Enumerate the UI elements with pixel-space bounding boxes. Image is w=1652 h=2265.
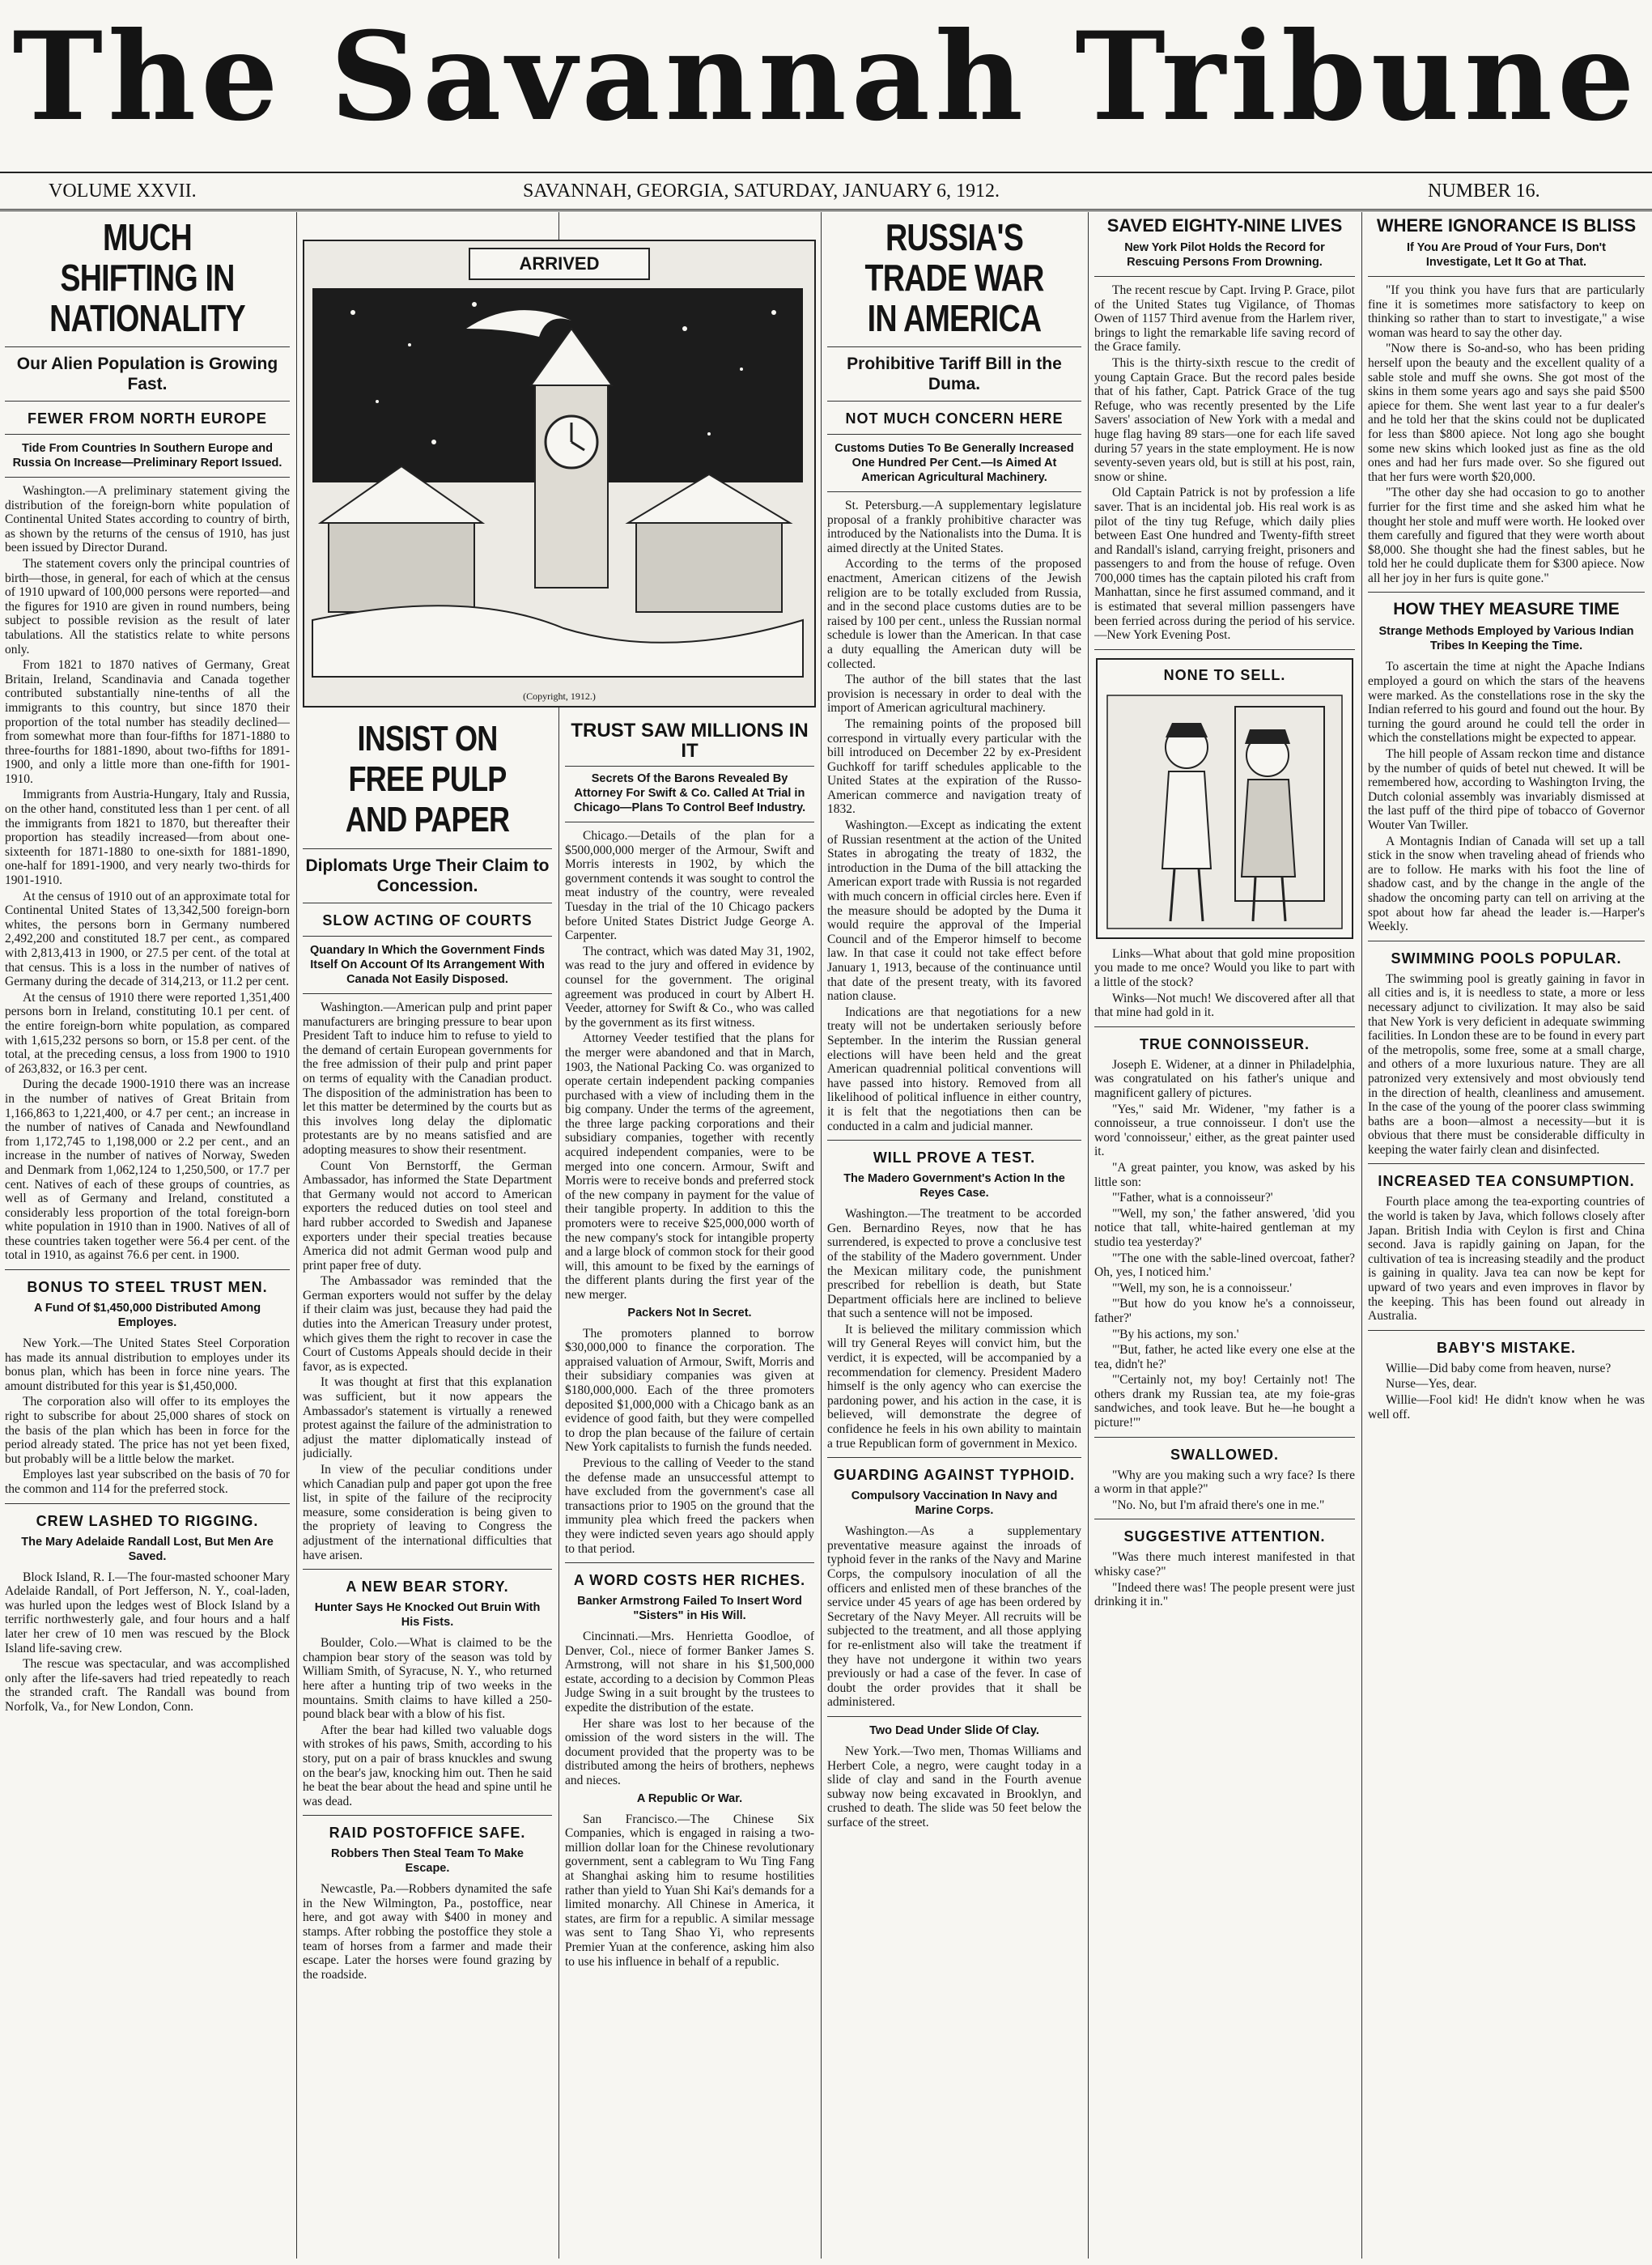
- paragraph: "Now there is So-and-so, who has been priding herself upon the beauty and the excellent quality of a sable stole and muff she owns. She got most of the skins in them some years ago and says she paid $500 apiece for them. She went last year to a fur dealer's and he told her that the skins could not be duplicated for less than $800 apiece. Not long ago she bought some new skins which looked just as fine as the old ones and had her furs made over. So she figured out that her furs were worth $20,000.: [1368, 342, 1645, 484]
- paragraph: After the bear had killed two valuable dogs with strokes of his paws, Smith, according to his story, put on a pair of brass knuckles and swung on the bear's jaw, knocking him out. Then he said he beat the bear about the head and spine until he was dead.: [303, 1723, 552, 1808]
- paragraph: The rescue was spectacular, and was accomplished only after the life-savers had tried repeatedly to reach the stranded craft. The Randall was bound from Norfolk, Va., for New London, Conn.: [5, 1657, 290, 1714]
- deck: The Mary Adelaide Randall Lost, But Men Are Saved.: [21, 1535, 274, 1563]
- paragraph: San Francisco.—The Chinese Six Companies, which is engaged in raising a two-million dollar loan for the Chinese revolutionary government, sent a cablegram to Wu Ting Fang at Shanghai asking him to resume hostilities rather than yield to Yuan Shi Kai's demands for a limited monarchy. All Chinese in America, it states, are firm for a republic. A similar message was sent to Tang Shao Yi, who represents Premier Yuan at the conference, asking him also to use his influence in behalf of a republic.: [565, 1812, 814, 1969]
- paragraph: Washington.—A preliminary statement giving the distribution of the foreign-born white population of Continental United States according to country of birth, as shown by the returns of the census of 1910, has just been issued by Director Durand.: [5, 484, 290, 555]
- story-head: INCREASED TEA CONSUMPTION.: [1378, 1173, 1635, 1190]
- paragraph: "The other day she had occasion to go to another furrier for the first time and she asked him what he thought her stole and muff were worth. He looked over them carefully and figured that they were worth about $8,000. She thought she had the finest sables, but he told her he could duplicate them for $300 apiece. Now all her joy in her furs is quite gone.": [1368, 486, 1645, 585]
- paragraph: "Indeed there was! The people present were just drinking it in.": [1094, 1580, 1355, 1609]
- article-body: [5, 484, 290, 1263]
- paragraph: "'Well, my son, he is a connoisseur.': [1112, 1281, 1293, 1295]
- paragraph: Washington.—The treatment to be accorded Gen. Bernardino Reyes, now that he has surrendered, is expected to prove a conclusive test of the stability of the Madero government. Under the Mexican military code, the punishment prescribed for rebellion is death, but State Department officials here are inclined to believe that such a sentence will not be imposed.: [827, 1207, 1081, 1321]
- story-head: BONUS TO STEEL TRUST MEN.: [27, 1279, 268, 1296]
- paragraph: Previous to the calling of Veeder to the stand the defense made an unsuccessful attempt to have excluded from the government's case all transactions prior to 1905 on the ground that the immunity plea which freed the packers when they were indicted seven years ago should apply to that period.: [565, 1455, 814, 1556]
- deck: The Madero Government's Action In the Reyes Case.: [843, 1172, 1065, 1200]
- paragraph: "'But, father, he acted like every one else at the tea, didn't he?': [1094, 1343, 1355, 1371]
- paragraph: Her share was lost to her because of the omission of the word sisters in the will. The document provided that the property was to be distributed among the heirs of brothers, nephews and nieces.: [565, 1716, 814, 1788]
- story-head: SUGGESTIVE ATTENTION.: [1123, 1528, 1326, 1545]
- column-1: [5, 212, 290, 2259]
- paragraph: The swimming pool is greatly gaining in favor in all cities and is, it is needless to state, a more or less necessary adjunct to civilization. It may also be said that New York is very deficient in adequate swimming facilities. In London these are to be found in every part of the metropolis, some free, some at a small charge, and others of a more luxurious nature. They are all patronized very extensively and most obviously tend in the direction of health, cleanliness and amusement. In the case of the young of the poorer class swimming baths are a boon—almost a necessity—but it is obvious that there must be considerable difficulty in keeping the water fairly clean and disinfected.: [1368, 971, 1645, 1157]
- deck: Banker Armstrong Failed To Insert Word "Sisters" in His Will.: [577, 1595, 802, 1623]
- paragraph: Chicago.—Details of the plan for a $500,000,000 merger of the Armour, Swift and Morris interests in 1902, by which the government contends it was sought to control the meat industry of the country, were revealed Tuesday in the trial of the 10 Chicago packers before United States District Judge George A. Carpenter.: [565, 829, 814, 943]
- story-head: TRUE CONNOISSEUR.: [1139, 1035, 1310, 1052]
- paragraph: The recent rescue by Capt. Irving P. Grace, pilot of the United States tug Vigilance, of Thomas Owen of 1157 Third avenue from the Harlem river, brings to light the remarkable life saving record of the Grace family.: [1094, 283, 1355, 355]
- snow-scene-drawing: [304, 280, 811, 685]
- paragraph: Cincinnati.—Mrs. Henrietta Goodloe, of Denver, Col., niece of former Banker James S. Armstrong, will not share in his $1,500,000 estate, according to a decision by Common Pleas Judge Swing in a suit brought by the trustees to expedite the distribution of the estate.: [565, 1630, 814, 1715]
- dateline: SAVANNAH, GEORGIA, SATURDAY, JANUARY 6, 1912.: [523, 181, 1000, 202]
- paragraph: To ascertain the time at night the Apache Indians employed a gourd on which the stars of the heavens were marked. As the constellations rose in the sky the Indian referred to his gourd and found out the hour. By turning the gourd around he could tell the order in which the constellations might be expected to appear.: [1368, 660, 1645, 746]
- deck: Quandary In Which the Government Finds Itself On Account Of Its Arrangement With Canada Not Easily Disposed.: [309, 944, 546, 986]
- headline: RUSSIA'S TRADE WAR IN AMERICA: [864, 216, 1044, 339]
- paragraph: Employes last year subscribed on the basis of 70 for the common and 114 for the preferred stock.: [5, 1468, 290, 1496]
- volume-label: VOLUME XXVII.: [49, 181, 197, 202]
- paragraph: Indications are that negotiations for a new treaty will not be undertaken seriously before September. In the interim the Russian general elections will have been held and the great American quadrennial political conventions will have passed into history. Removed from all likelihood of political influence in either country, it is felt that the negotiations then can be conducted in a calm and judicial manner.: [827, 1005, 1081, 1133]
- story-head: WILL PROVE A TEST.: [873, 1149, 1036, 1166]
- story-head: A WORD COSTS HER RICHES.: [573, 1572, 806, 1589]
- story-head: GUARDING AGAINST TYPHOID.: [833, 1467, 1076, 1484]
- paragraph: "No. No, but I'm afraid there's one in me.": [1112, 1498, 1325, 1512]
- story-head: BABY'S MISTAKE.: [1437, 1339, 1576, 1356]
- paragraph: "'By his actions, my son.': [1112, 1327, 1239, 1341]
- paragraph: A Montagnis Indian of Canada will set up a tall stick in the snow when traveling ahead of friends who are to follow. He marks with his foot the line of shadow cast, and by the change in the angle of the shadow the oncoming party can tell on arriving at the spot about how far ahead the leader is.—Harper's Weekly.: [1368, 834, 1645, 934]
- newspaper-title: The Savannah Tribune: [12, 6, 1640, 148]
- paragraph: The remaining points of the proposed bill correspond in virtually every particular with the bill introduced on December 22 by ex-President Guchkoff for tariff schedules applicable to the United States at the expiration of the Russo-American commerce and navigation treaty of 1832.: [827, 716, 1081, 817]
- paragraph: St. Petersburg.—A supplementary legislature proposal of a frankly prohibitive character was introduced by the Nationalists into the Duma. It is aimed directly at the United States.: [827, 499, 1081, 555]
- cartoon-title: NONE TO SELL.: [1163, 666, 1286, 683]
- subheadline: SLOW ACTING OF COURTS: [322, 912, 533, 929]
- paragraph: At the census of 1910 there were reported 1,351,400 persons born in Ireland, constituting 10.1 per cent. of the entire foreign-born white population, as compared with 1,615,232 persons so born, or 15.8 per cent. of the total, at the preceding census, a loss from 1900 to 1910 of 263,832, or 16.3 per cent.: [5, 990, 290, 1076]
- dateline-bar: [0, 172, 1652, 211]
- deck: If You Are Proud of Your Furs, Don't Investigate, Let It Go at That.: [1407, 241, 1606, 269]
- story-head: Two Dead Under Slide Of Clay.: [869, 1723, 1039, 1737]
- paragraph: "A great painter, you know, was asked by his little son:: [1094, 1160, 1355, 1189]
- paragraph: Attorney Veeder testified that the plans for the merger were abandoned and that in March, 1903, the National Packing Co. was organized to operate certain independent packing companies purchased with a view of including them in the big company. Under the terms of the agreement, the three large packing corporations and their subsidiary companies, together with recently acquired independent companies, were to be merged into one concern. Armour, Swift and Morris were to receive bonds and preferred stock of the new company in payment for the value of their tangible property. In addition to this the promoters were to receive $25,000,000 worth of the new company's stock for intangible property and a large block of common stock for their good will, this amount to be fixed by the earnings of the different plants during the first year of the new merger.: [565, 1031, 814, 1302]
- column-6: [1368, 212, 1645, 2259]
- paragraph: The corporation also will offer to its employes the right to subscribe for about 25,000 shares of stock on the basis of the plan which has been in force for the period already stated. The price has not yet been fixed, but probably will be a little below the market.: [5, 1395, 290, 1466]
- paragraph: "Yes," said Mr. Widener, "my father is a connoisseur, a true connoisseur. I don't use the word 'connoisseur,' either, as the great painter used it.: [1094, 1102, 1355, 1159]
- deck: Compulsory Vaccination In Navy and Marine Corps.: [851, 1489, 1058, 1518]
- paragraph: "Was there much interest manifested in that whisky case?": [1094, 1550, 1355, 1579]
- cartoon-drawing: [1098, 691, 1352, 933]
- paragraph: "If you think you have furs that are particularly fine it is sometimes more satisfactory to keep on thinking so rather than to start to investigate," a wise woman was heard to say the other day.: [1368, 283, 1645, 340]
- paragraph: Old Captain Patrick is not by profession a life saver. That is an incidental job. His real work is as pilot of the tiny tug Refuge, which daily plies between East One hundred and Twenty-fifth street and Randall's island, carrying freight, prisoners and passengers to and from the house of refuge. Oven 700,000 times has the captain piloted his craft from Manhattan, since he first assumed command, and it is estimated that several million passengers have been ferried across during the period of his service.—New York Evening Post.: [1094, 486, 1355, 643]
- paragraph: "Why are you making such a wry face? Is there a worm in that apple?": [1094, 1468, 1355, 1497]
- story-head: RAID POSTOFFICE SAFE.: [329, 1825, 526, 1842]
- column-rule: [296, 212, 297, 2259]
- paragraph: The contract, which was dated May 31, 1902, was read to the jury and offered in evidence by counsel for the government. The original agreement was produced in court by Albert H. Veeder, attorney for Swift & Co., who was called by the government as its first witness.: [565, 944, 814, 1030]
- paragraph: New York.—The United States Steel Corporation has made its annual distribution to employes under its bonus plan, which has been in force nine years. The amount distributed for this year is $1,450,000.: [5, 1336, 290, 1393]
- paragraph: "'Certainly not, my boy! Certainly not! The others drank my Russian tea, ate my foie-gras sandwiches, and took leave. But he—he bought a picture!'": [1094, 1373, 1355, 1430]
- story-head: CREW LASHED TO RIGGING.: [36, 1512, 259, 1529]
- paragraph: This is the thirty-sixth rescue to the credit of young Captain Grace. But the record pales beside that of his father, Capt. Patrick Grace of the tug Refuge, who was recently presented by the Life Savers' association of New York with a medal and huge flag having 89 stars—one for each life saved during 57 years in the state employment. He is now seventy-seven years old, but is still at his post, rain, snow or shine.: [1094, 355, 1355, 484]
- subheadline: Our Alien Population is Growing Fast.: [16, 355, 278, 393]
- story-head: SWIMMING POOLS POPULAR.: [1391, 950, 1622, 967]
- paragraph: The Ambassador was reminded that the German exporters would not suffer by the delay if their claim was just, because they had paid the duties into the American Treasury under protest, which gives them the right to recover in case the Court of Customs Appeals should decide in their favor, as is expected.: [303, 1274, 552, 1374]
- column-4: [827, 212, 1081, 2259]
- paragraph: In view of the peculiar conditions under which Canadian pulp and paper got upon the free list, in spite of the failure of the reciprocity measure, some consideration is being given to the propriety of leaving to Congress the adjustment of the international difficulties that have arisen.: [303, 1463, 552, 1562]
- issue-number: NUMBER 16.: [1428, 181, 1540, 202]
- paragraph: The statement covers only the principal countries of birth—those, in general, for each of which at the census of 1910 upward of 100,000 persons were reported—and the figures for 1910 are given in round numbers, being subject to possible revision as the result of later tabulations. All the statistics relate to white persons only.: [5, 556, 290, 657]
- column-rule: [1361, 212, 1362, 2259]
- paragraph: Washington.—As a supplementary preventative measure against the inroads of typhoid fever in the ranks of the Navy and Marine Corps, the compulsory inoculation of all the officers and enlisted men of these branches of the service under 45 years of age has been ordered by Secretary of the Navy Meyer. All recruits will be subjected to the treatment, and all those applying for re-enlistment also will take the treatment if they have not undergone it within two years previously or had a case of the fever. In case of doubt the order provides that it shall be administered.: [827, 1524, 1081, 1710]
- deck: Customs Duties To Be Generally Increased One Hundred Per Cent.—Is Aimed At American Agricultural Machinery.: [834, 442, 1074, 484]
- paragraph: Immigrants from Austria-Hungary, Italy and Russia, on the other hand, constituted less than 1 per cent. of all the immigrants from 1821 to 1870, but thereafter their proportion has steadily increased—from about one-sixteenth for 1871-1880 to one-sixth for 1881-1890, one-half for 1891-1900, and very nearly two-thirds for 1901-1910.: [5, 788, 290, 888]
- paragraph: Nurse—Yes, dear.: [1386, 1377, 1477, 1392]
- paragraph: It was thought at first that this explanation was sufficient, but it now appears the Ambassador's statement is virtually a renewed protest against the failure of the administration to adjust the matter diplomatically instead of judicially.: [303, 1375, 552, 1461]
- column-5: [1094, 212, 1355, 2259]
- story-head: A NEW BEAR STORY.: [346, 1579, 509, 1596]
- paragraph: During the decade 1900-1910 there was an increase in the number of natives of Great Britain from 1,166,863 to 1,221,400, or 4.7 per cent.; an increase in the number of natives of Canada and Newfoundland from 1,172,745 to 1,198,000 or 2.2 per cent., and an increase in the number of natives of Norway, Sweden and Denmark from 1,062,124 to 1,250,500, or 17.7 per cent. Natives of each of these groups of countries, as well as of Germany and Ireland, constituted a considerably less proportion of the total foreign-born white population in 1910 than in 1900. Natives of all of these countries taken together were 56.4 per cent. of the total in 1910, as against 76.6 per cent. in 1900.: [5, 1077, 290, 1263]
- paragraph: It is believed the military commission which will try General Reyes will convict him, but the verdict, it is expected, will be accompanied by a recommendation for clemency. President Madero himself is the only agency who can exercise the pardoning power, and his action in the case, it is believed, will demonstrate the degree of confidence he feels in his own ability to maintain a true Republican form of government in Mexico.: [827, 1322, 1081, 1451]
- paragraph: Willie—Fool kid! He didn't know when he was well off.: [1368, 1393, 1645, 1421]
- deck: Hunter Says He Knocked Out Bruin With His Fists.: [314, 1601, 541, 1630]
- story-head: SWALLOWED.: [1170, 1446, 1279, 1463]
- paragraph: The hill people of Assam reckon time and distance by the number of quids of betel nut chewed. It will be remembered how, according to Washington Irving, the Dutch colonial assembly was invariably dismissed at the last puff of the third pipe of tobacco of Governor Wouter Van Twiller.: [1368, 747, 1645, 832]
- headline: SAVED EIGHTY-NINE LIVES: [1106, 215, 1343, 236]
- paragraph: At the census of 1910 out of an approximate total for Continental United States of 13,342,500 foreign-born whites, the persons born in Germany numbered 2,492,200 and constituted 18.7 per cent., as compared with 2,813,413 in 1900, or 27.5 per cent. of the total at that census. This is a loss in the number of natives of Germany during the decade of 314,213, or 11.2 per cent.: [5, 889, 290, 989]
- copyright-caption: (Copyright, 1912.): [523, 691, 596, 702]
- paragraph: Washington.—Except as indicating the extent of Russian resentment at the action of the United States in abrogating the treaty of 1832, the introduction in the Duma of the bill attacking the American export trade with Russia is not regarded with much concern in official circles here. Even if the measure should be adopted by the Duma it would require the approval of the Imperial Council and of the Emperor himself to become law. In that case it could not take effect before January 1, 1913, because of the continuance until that date of the present treaty, with its favored nation clause.: [827, 818, 1081, 1004]
- paragraph: "'The one with the sable-lined overcoat, father? Oh, yes, I noticed him.': [1094, 1251, 1355, 1280]
- column-3: [565, 714, 814, 2259]
- subheadline: Diplomats Urge Their Claim to Concession.: [305, 856, 550, 895]
- illustration-title: ARRIVED: [469, 248, 650, 280]
- paragraph: Joseph E. Widener, at a dinner in Philadelphia, was congratulated on his father's unique and magnificent gallery of pictures.: [1094, 1057, 1355, 1100]
- paragraph: New York.—Two men, Thomas Williams and Herbert Cole, a negro, were caught today in a slide of clay and sand in the Fourth avenue subway now being excavated in Brooklyn, and crushed to death. The slide was 50 feet below the surface of the street.: [827, 1744, 1081, 1829]
- paragraph: "'Well, my son,' the father answered, 'did you notice that tall, white-haired gentleman at my studio tea yesterday?': [1094, 1206, 1355, 1249]
- headline: MUCH SHIFTING IN NATIONALITY: [49, 216, 245, 339]
- paragraph: The promoters planned to borrow $30,000,000 to finance the corporation. The appraised valuation of Armour, Swift, Morris and their subsidiary companies was given at $180,000,000. Each of the three promoters deposited $1,000,000 with a Chicago bank as an evidence of good faith, but they were compelled to drop the plan because of the failure of certain New York capitalists to furnish the funds needed.: [565, 1326, 814, 1455]
- paragraph: Washington.—American pulp and print paper manufacturers are bringing pressure to bear upon President Taft to induce him to refuse to yield to the demand of certain European governments for the free admission of their pulp and print paper on terms of equality with the Canadian product. The disposition of the administration has been to let this matter be determined by the courts but as this involves long delay the diplomatic protestants are by no means satisfied and are adopting measures to show their resentment.: [303, 1001, 552, 1157]
- deck: Strange Methods Employed by Various Indian Tribes In Keeping the Time.: [1378, 625, 1634, 653]
- headline: INSIST ON FREE PULP AND PAPER: [345, 719, 510, 839]
- arrived-illustration: [303, 240, 816, 708]
- subhead: Packers Not In Secret.: [627, 1306, 752, 1319]
- paragraph: Newcastle, Pa.—Robbers dynamited the safe in the New Wilmington, Pa., postoffice, near here, and got away with $400 in money and stamps. After robbing the postoffice they stole a team of horses from a farmer and made their escape. Later the horses were found grazing by the roadside.: [303, 1882, 552, 1982]
- paragraph: According to the terms of the proposed enactment, American citizens of the Jewish religion are to be totally excluded from Russia, and in the second place customs duties are to be raised by 100 per cent., unless the Russian normal schedule is lower than the American. In that case a duty equalling the American duty will be collected.: [827, 557, 1081, 671]
- story-head: HOW THEY MEASURE TIME: [1393, 600, 1620, 619]
- deck: Secrets Of the Barons Revealed By Attorney For Swift & Co. Called At Trial in Chicago—Plans To Control Beef Industry.: [573, 772, 806, 814]
- subheadline: Prohibitive Tariff Bill in the Duma.: [847, 355, 1062, 393]
- paragraph: Willie—Did baby come from heaven, nurse?: [1386, 1361, 1612, 1375]
- deck: New York Pilot Holds the Record for Rescuing Persons From Drowning.: [1124, 241, 1325, 269]
- paragraph: Boulder, Colo.—What is claimed to be the champion bear story of the season was told by William Smith, of Syracuse, N. Y., who returned here after a hunting trip of two weeks in the mountains. Smith claims to have killed a 250-pound black bear with a blow of his fist.: [303, 1636, 552, 1722]
- deck: Tide From Countries In Southern Europe and Russia On Increase—Preliminary Report Issued.: [12, 442, 282, 470]
- column-rule: [1088, 212, 1089, 2259]
- column-rule: [821, 212, 822, 2259]
- deck: A Fund Of $1,450,000 Distributed Among Employes.: [33, 1302, 261, 1330]
- cartoon-box: [1096, 658, 1353, 939]
- paragraph: Count Von Bernstorff, the German Ambassador, has informed the State Department that Germany would not accord to American exporters the reduced duties on tool steel and hard rubber accorded to Swedish and Japanese exporters under their special treaties because America did not admit German wood pulp and print paper free of duty.: [303, 1158, 552, 1273]
- paragraph: The author of the bill states that the last provision is necessary in order to deal with the import of American agricultural machinery.: [827, 673, 1081, 716]
- paragraph: From 1821 to 1870 natives of Germany, Great Britain, Ireland, Scandinavia and Canada together contributed substantially nine-tenths of all the immigrants to this country, but since 1870 their proportion of the total number has steadily declined—from somewhat more than four-fifths for 1871-1880 to three-fourths for 1881-1890, about two-fifths for 1891-1900, and only a little more than one-fifth for 1901-1910.: [5, 658, 290, 786]
- subheadline: NOT MUCH CONCERN HERE: [845, 410, 1064, 427]
- deck: Robbers Then Steal Team To Make Escape.: [331, 1847, 524, 1876]
- column-2: [303, 714, 552, 2259]
- paragraph: Winks—Not much! We discovered after all that that mine had gold in it.: [1094, 991, 1355, 1020]
- masthead: [0, 0, 1652, 170]
- paragraph: "'But how do you know he's a connoisseur, father?': [1094, 1297, 1355, 1325]
- paragraph: Block Island, R. I.—The four-masted schooner Mary Adelaide Randall, of Port Jefferson, N. Y., coal-laden, was hurled upon the ledges west of Block Island by a terrific northwesterly gale, and four hours and a half later her crew of 10 men was rescued by the Block Island life-saving crew.: [5, 1570, 290, 1655]
- subheadline: FEWER FROM NORTH EUROPE: [28, 410, 267, 427]
- paragraph: Links—What about that gold mine proposition you made to me once? Would you like to part with a little of the stock?: [1094, 946, 1355, 990]
- headline: TRUST SAW MILLIONS IN IT: [565, 720, 814, 767]
- paragraph: "'Father, what is a connoisseur?': [1112, 1191, 1273, 1205]
- headline: WHERE IGNORANCE IS BLISS: [1376, 215, 1637, 236]
- subhead: A Republic Or War.: [636, 1791, 743, 1805]
- paragraph: Fourth place among the tea-exporting countries of the world is taken by Java, which follows closely after Japan. British India with Ceylon is first and China second. Java is rapidly gaining on Japan, for the cultivation of tea is increasing steadily and the product is gaining in quality. Java tea can now be kept for upward of two years and even improves in flavor by the keeping. This has been found out already in Australia.: [1368, 1195, 1645, 1324]
